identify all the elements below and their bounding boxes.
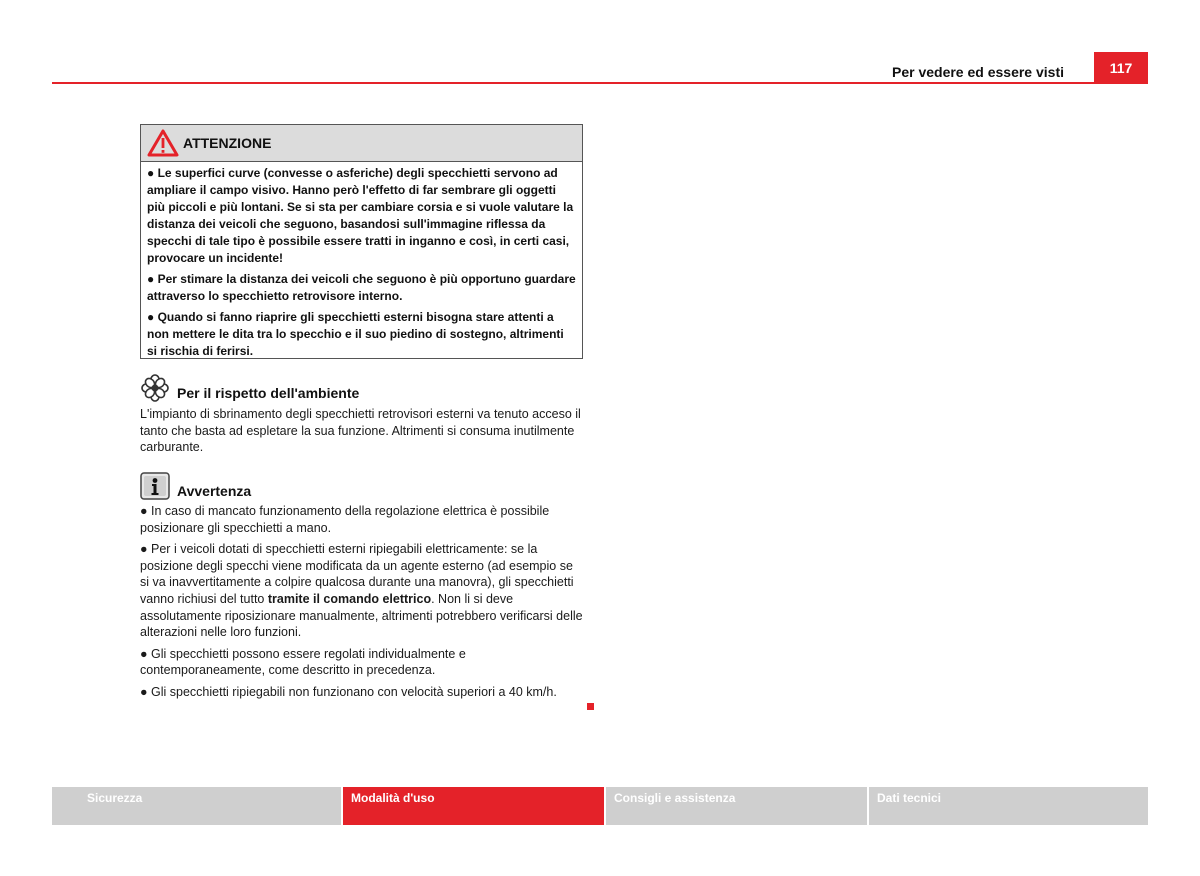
note-item-emphasis: tramite il comando elettrico (267, 591, 432, 606)
flower-icon (140, 374, 170, 402)
warning-item: ● Per stimare la distanza dei veicoli che seguono è più opportuno guardare attraverso lo specchietto retrovisore interno. (147, 272, 576, 303)
warning-header (141, 125, 582, 162)
note-item: ● Gli specchietti possono essere regolati individualmente e contemporaneamente, come descritto in precedenza. (140, 646, 466, 678)
note-item (140, 541, 585, 641)
info-icon (140, 472, 170, 500)
warning-title: ATTENZIONE (183, 135, 272, 151)
environment-title: Per il rispetto dell'ambiente (177, 385, 360, 401)
note-header (140, 470, 585, 500)
note-body (140, 503, 585, 701)
note-item: ● In caso di mancato funzionamento della regolazione elettrica è possibile posizionare gli specchietti a mano. (140, 504, 550, 535)
warning-box (140, 124, 583, 359)
environment-section (140, 374, 585, 461)
footer-tab-sicurezza[interactable]: Sicurezza (52, 787, 341, 825)
header-rule (52, 82, 1148, 84)
environment-header (140, 374, 585, 402)
footer-tab-dati-tecnici[interactable]: Dati tecnici (869, 787, 1148, 825)
warning-item: ● Le superfici curve (convesse o asferiche) degli specchietti servono ad ampliare il campo visivo. Hanno però l'effetto di far sembrare gli oggetti più piccoli e più lontani. Se si sta per cambiare corsia e si vuole valutare la distanza dei veicoli che seguono, basandosi sull'immagine riflessa da specchi di tale tipo è possibile essere tratti in inganno e così, in certi casi, provocare un incidente! (147, 166, 574, 265)
note-item: ● Gli specchietti ripiegabili non funzionano con velocità superiori a 40 km/h. (140, 684, 557, 699)
section-title: Per vedere ed essere visti (891, 64, 1064, 80)
warning-body (141, 162, 582, 360)
warning-item: ● Quando si fanno riaprire gli specchietti esterni bisogna stare attenti a non mettere le dita tra lo specchio e il suo piedino di sostegno, altrimenti si rischia di ferirsi. (147, 310, 564, 358)
end-of-section-marker (587, 703, 594, 710)
footer-tab-consigli-assistenza[interactable]: Consigli e assistenza (606, 787, 867, 825)
environment-paragraph: L'impianto di sbrinamento degli specchietti retrovisori esterni va tenuto acceso il tanto che basta ad espletare la sua funzione. Altrimenti si consuma inutilmente carburante. (140, 407, 581, 455)
note-section (140, 470, 585, 706)
warning-triangle-icon (147, 129, 179, 157)
environment-text (140, 406, 585, 456)
footer-tab-modalita-uso[interactable]: Modalità d'uso (343, 787, 604, 825)
note-item-text: . Non li si deve assolutamente riposizionare manualmente, altrimenti potrebbero verificarsi delle alterazioni nelle loro funzioni. (140, 591, 583, 640)
note-item-text: ● Per i veicoli dotati di specchietti esterni ripiegabili elettricamente: se la posizione degli specchi viene modificata da un agente esterno (ad esempio se si va inavvertitamente a colpire qualcosa durante una manovra), gli specchietti vanno richiusi del tutto (140, 542, 574, 606)
note-title: Avvertenza (177, 483, 252, 499)
page-number: 117 (1094, 52, 1148, 84)
